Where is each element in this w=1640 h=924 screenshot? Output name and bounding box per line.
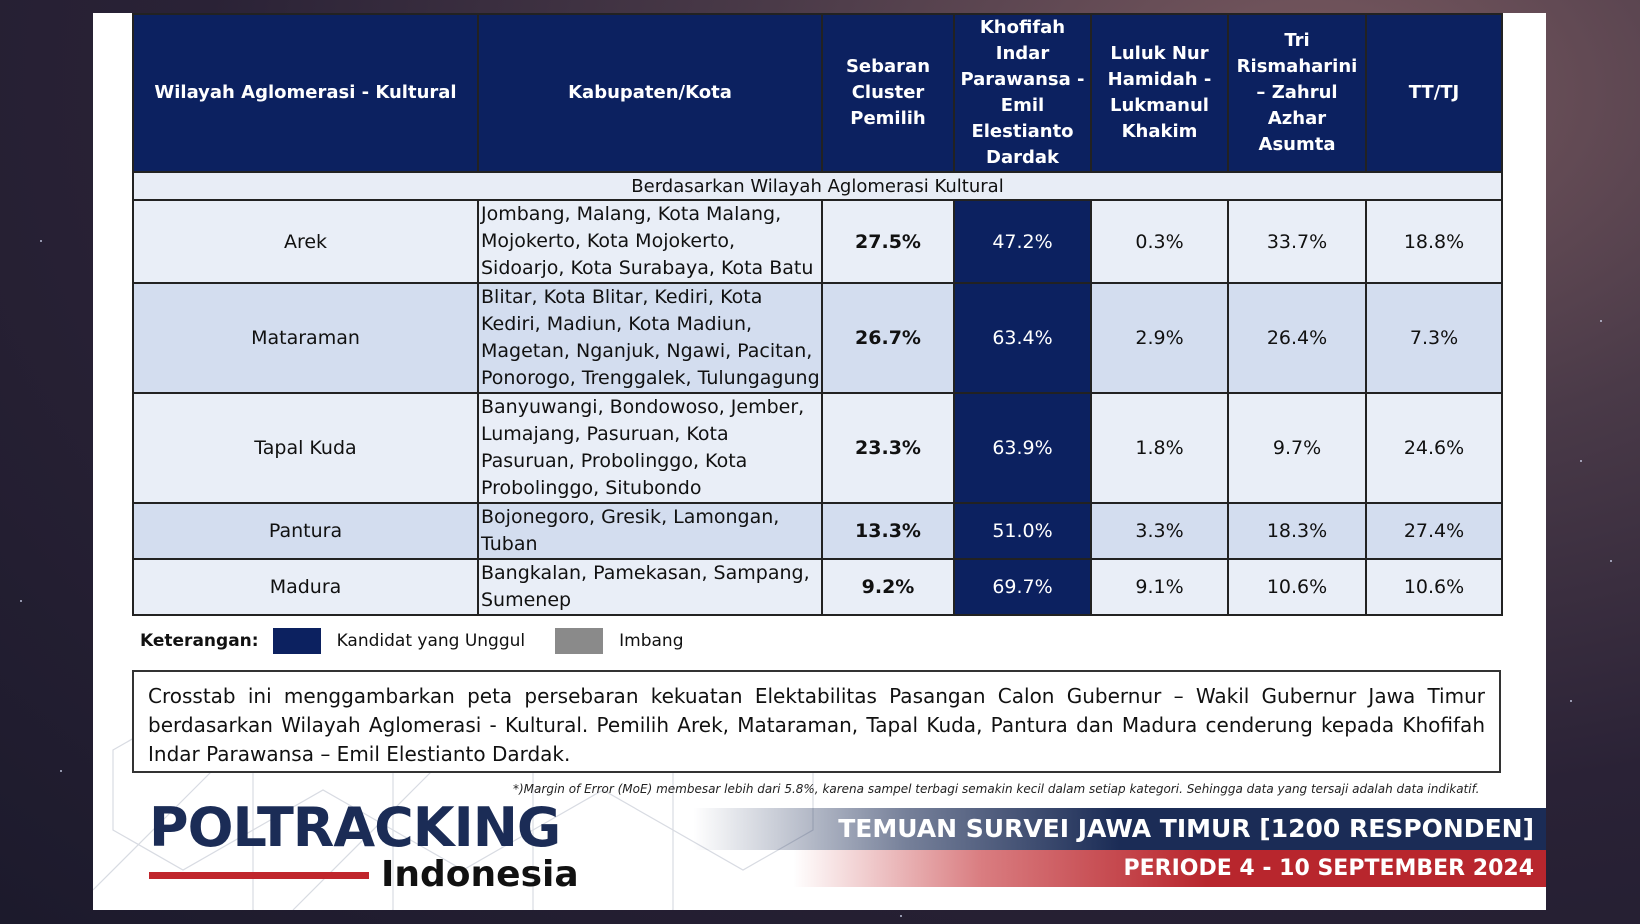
region-cell: Tapal Kuda <box>133 393 478 503</box>
region-cell: Mataraman <box>133 283 478 393</box>
region-cell: Pantura <box>133 503 478 559</box>
tttj-cell: 18.8% <box>1366 200 1502 283</box>
risma-cell: 9.7% <box>1228 393 1366 503</box>
luluk-cell: 0.3% <box>1091 200 1228 283</box>
column-header-tttj: TT/TJ <box>1366 14 1502 172</box>
column-header-wilayah: Wilayah Aglomerasi - Kultural <box>133 14 478 172</box>
legend-swatch-leading <box>273 628 321 654</box>
khofifah-cell: 63.4% <box>954 283 1091 393</box>
tttj-cell: 27.4% <box>1366 503 1502 559</box>
sebaran-cell: 27.5% <box>822 200 954 283</box>
legend-label-tie: Imbang <box>619 631 684 651</box>
luluk-cell: 9.1% <box>1091 559 1228 615</box>
background-star <box>1600 320 1602 322</box>
kabupaten-cell: Bojonegoro, Gresik, Lamongan, Tuban <box>478 503 822 559</box>
column-header-kabupaten: Kabupaten/Kota <box>478 14 822 172</box>
background-star <box>1570 700 1572 702</box>
sebaran-cell: 23.3% <box>822 393 954 503</box>
background-star <box>900 915 902 917</box>
khofifah-cell: 47.2% <box>954 200 1091 283</box>
sebaran-cell: 13.3% <box>822 503 954 559</box>
description-box: Crosstab ini menggambarkan peta persebaran kekuatan Elektabilitas Pasangan Calon Gubernur – Wakil Gubernur Jawa Timur berdasarkan Wilayah Aglomerasi - Kultural. Pemilih Arek, Mataraman, Tapal Kuda, Pantura dan Madura cenderung kepada Khofifah Indar Parawansa – Emil Elestianto Dardak. <box>132 670 1501 773</box>
table-row <box>133 503 1502 559</box>
table-header-row <box>133 14 1502 172</box>
poltracking-logo <box>149 796 579 895</box>
crosstab-table <box>132 13 1503 616</box>
legend-title: Keterangan: <box>140 631 259 651</box>
tttj-cell: 10.6% <box>1366 559 1502 615</box>
column-header-risma: Tri Rismaharini – Zahrul Azhar Asumta <box>1228 14 1366 172</box>
khofifah-cell: 63.9% <box>954 393 1091 503</box>
kabupaten-cell: Bangkalan, Pamekasan, Sampang, Sumenep <box>478 559 822 615</box>
khofifah-cell: 69.7% <box>954 559 1091 615</box>
risma-cell: 10.6% <box>1228 559 1366 615</box>
survey-title-banner: TEMUAN SURVEI JAWA TIMUR [1200 RESPONDEN] <box>693 808 1546 850</box>
logo-red-bar <box>149 872 369 879</box>
kabupaten-cell: Banyuwangi, Bondowoso, Jember, Lumajang, Pasuruan, Kota Pasuruan, Probolinggo, Kota Probolinggo, Situbondo <box>478 393 822 503</box>
table-row <box>133 393 1502 503</box>
background-star <box>1580 460 1582 462</box>
slide-panel <box>93 13 1546 910</box>
column-header-sebaran: Sebaran Cluster Pemilih <box>822 14 954 172</box>
risma-cell: 18.3% <box>1228 503 1366 559</box>
sebaran-cell: 26.7% <box>822 283 954 393</box>
background-star <box>20 600 22 602</box>
survey-period-banner: PERIODE 4 - 10 SEPTEMBER 2024 <box>793 850 1546 887</box>
table-row <box>133 283 1502 393</box>
table-row <box>133 559 1502 615</box>
column-header-luluk: Luluk Nur Hamidah - Lukmanul Khakim <box>1091 14 1228 172</box>
sebaran-cell: 9.2% <box>822 559 954 615</box>
khofifah-cell: 51.0% <box>954 503 1091 559</box>
column-header-khofifah: Khofifah Indar Parawansa - Emil Elestianto Dardak <box>954 14 1091 172</box>
footnote: *)Margin of Error (MoE) membesar lebih dari 5.8%, karena sampel terbagi semakin kecil dalam setiap kategori. Sehingga data yang tersaji adalah data indikatif. <box>513 782 1480 796</box>
background-star <box>40 240 42 242</box>
tttj-cell: 24.6% <box>1366 393 1502 503</box>
region-cell: Madura <box>133 559 478 615</box>
subheader-label: Berdasarkan Wilayah Aglomerasi Kultural <box>133 172 1502 200</box>
legend-label-leading: Kandidat yang Unggul <box>336 631 526 651</box>
background-star <box>1610 560 1612 562</box>
luluk-cell: 1.8% <box>1091 393 1228 503</box>
risma-cell: 26.4% <box>1228 283 1366 393</box>
tttj-cell: 7.3% <box>1366 283 1502 393</box>
logo-subtitle: Indonesia <box>381 854 579 895</box>
kabupaten-cell: Jombang, Malang, Kota Malang, Mojokerto, Kota Mojokerto, Sidoarjo, Kota Surabaya, Kota Batu <box>478 200 822 283</box>
background-star <box>60 770 62 772</box>
legend <box>140 627 714 655</box>
legend-swatch-tie <box>555 628 603 654</box>
risma-cell: 33.7% <box>1228 200 1366 283</box>
region-cell: Arek <box>133 200 478 283</box>
table-row <box>133 200 1502 283</box>
logo-wordmark: POLTRACKING <box>149 796 561 859</box>
luluk-cell: 2.9% <box>1091 283 1228 393</box>
luluk-cell: 3.3% <box>1091 503 1228 559</box>
subheader-row <box>133 172 1502 200</box>
kabupaten-cell: Blitar, Kota Blitar, Kediri, Kota Kediri, Madiun, Kota Madiun, Magetan, Nganjuk, Ngawi, Pacitan, Ponorogo, Trenggalek, Tulungagung <box>478 283 822 393</box>
